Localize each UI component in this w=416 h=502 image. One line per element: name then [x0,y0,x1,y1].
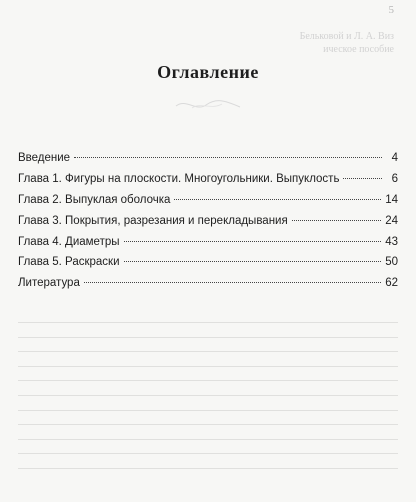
bleed-line [18,424,398,425]
page-title: Оглавление [157,62,259,83]
page-number: 5 [388,4,394,16]
toc-entry-label: Литература [18,277,80,290]
toc-entry [18,152,398,173]
bleed-line [18,322,398,323]
toc-entry [18,194,398,215]
toc-entry [18,277,398,298]
bleed-line [18,337,398,338]
toc-entry-page: 43 [385,235,398,248]
dot-leader [292,220,382,221]
toc-entry-page: 6 [391,172,398,185]
toc-entry-page: 62 [385,277,398,290]
ornament-icon [172,96,244,114]
toc-entry [18,173,398,194]
toc-entry-page: 4 [391,152,398,164]
dot-leader [174,199,381,200]
dot-leader [84,282,381,283]
toc-entry-label: Глава 2. Выпуклая оболочка [18,193,171,206]
toc-entry-page: 24 [385,214,398,227]
bleed-line [18,468,398,469]
toc-entry-label: Глава 1. Фигуры на плоскости. Многоугольники. Выпуклость [18,172,340,185]
bleed-through-lines [18,322,398,483]
bleed-through-text [300,30,394,56]
bleed-line [18,380,398,381]
dot-leader [74,157,382,158]
bleed-line [18,395,398,396]
bleed-line [18,453,398,454]
toc-entry-page: 14 [385,193,398,206]
bleed-line-1: Бельковой и Л. А. Виз [299,31,394,42]
dot-leader [343,178,382,179]
dot-leader [124,241,382,242]
bleed-line [18,410,398,411]
bleed-line [18,439,398,440]
toc-entry [18,215,398,236]
toc-entry-label: Глава 3. Покрытия, разрезания и перекладывания [18,214,288,227]
bleed-line [18,351,398,352]
toc-entry-label: Глава 4. Диаметры [18,235,120,248]
toc-entry-label: Глава 5. Раскраски [18,256,120,269]
toc-entry-page: 50 [385,256,398,269]
toc-entry [18,256,398,277]
table-of-contents [18,152,398,298]
dot-leader [124,261,382,262]
toc-entry [18,236,398,257]
bleed-line-2: ическое пособие [323,44,394,55]
toc-entry-label: Введение [18,152,71,164]
bleed-line [18,366,398,367]
